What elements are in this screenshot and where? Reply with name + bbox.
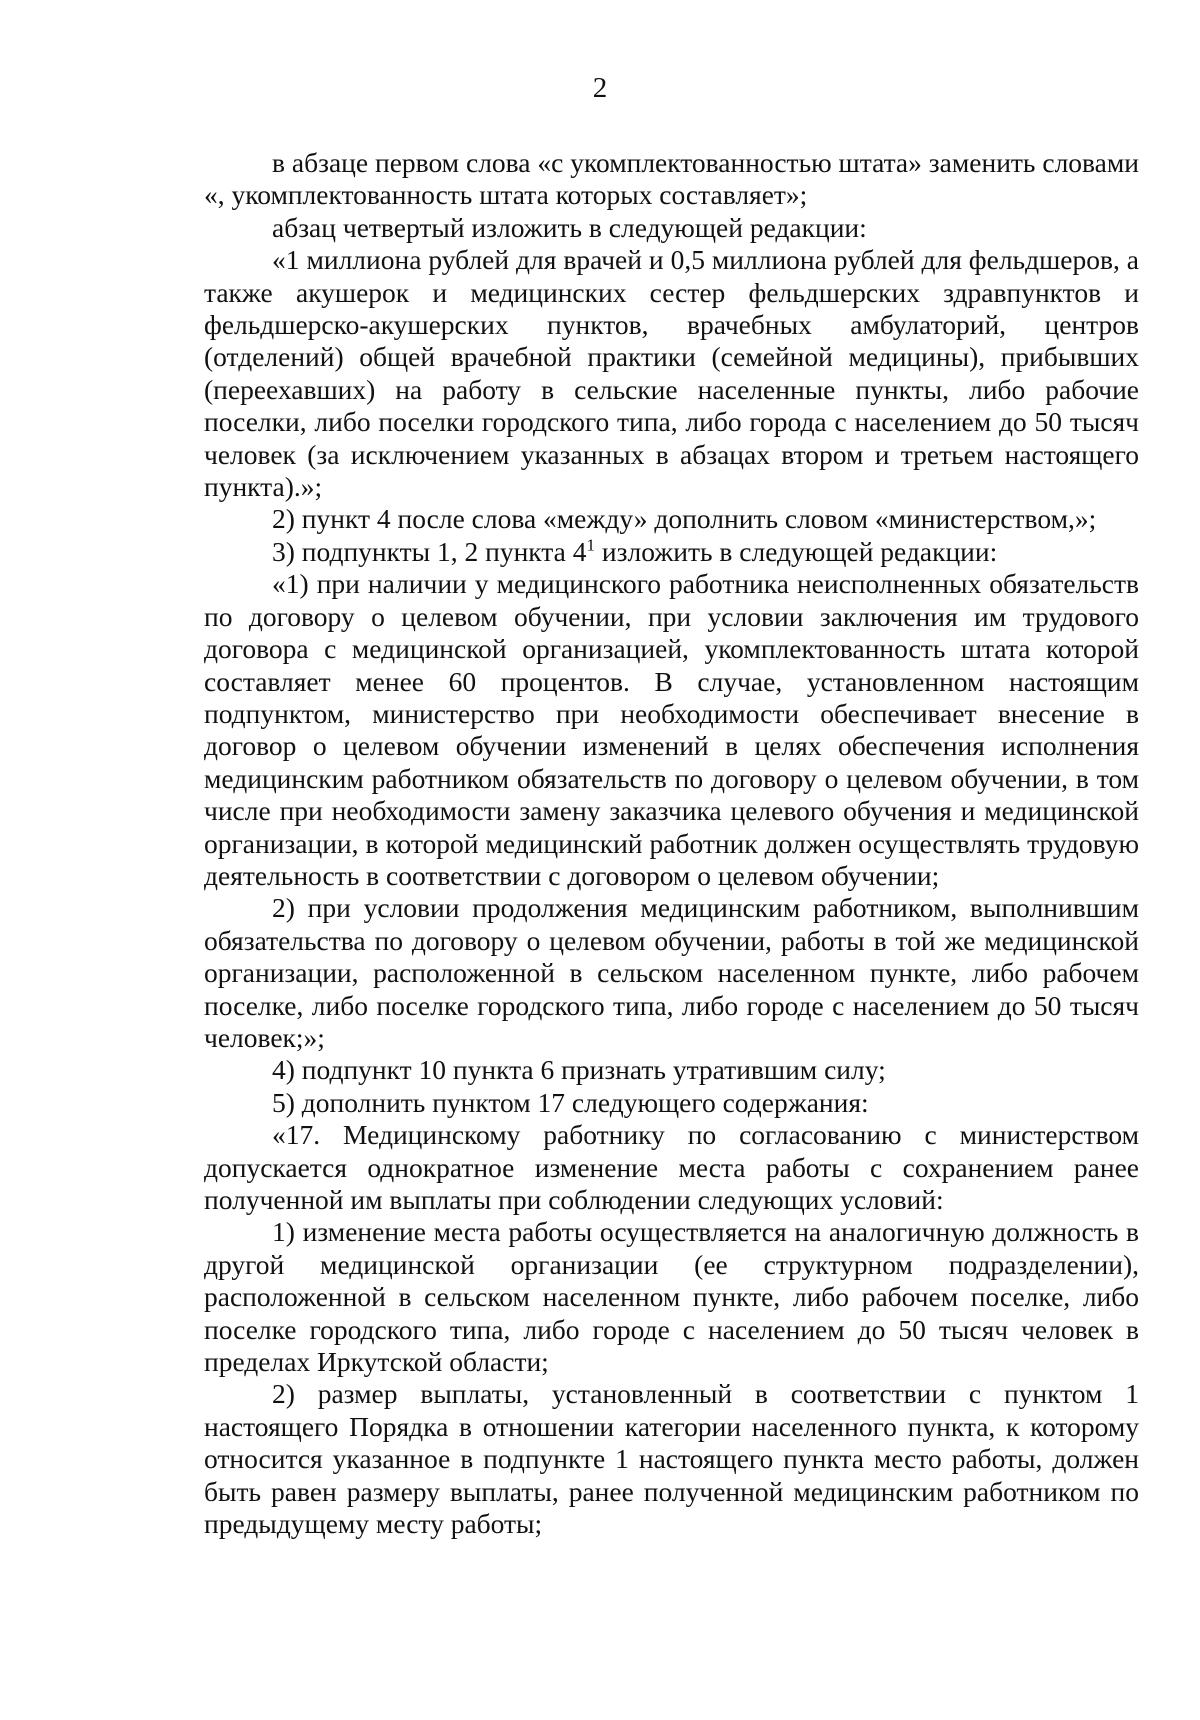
paragraph-11: 1) изменение места работы осуществляется на аналогичную должность в другой медицинской организации (ее структурном подразделении), расположенной в сельском населенном пункте, либо рабочем поселке, либо поселке городского типа, либо городе с населением до 50 тысяч человек в пределах Иркутской области; [204, 1216, 1139, 1378]
paragraph-3: «1 миллиона рублей для врачей и 0,5 миллиона рублей для фельдшеров, а также акушерок и медицинских сестер фельдшерских здравпунктов и фельдшерско-акушерских пунктов, врачебных амбулаторий, центров (отделений) общей врачебной практики (семейной медицины), прибывших (переехавших) на работу в сельские населенные пункты, либо рабочие поселки, либо поселки городского типа, либо города с населением до 50 тысяч человек (за исключением указанных в абзацах втором и третьем настоящего пункта).»; [204, 244, 1139, 503]
paragraph-5-text-before: 3) подпункты 1, 2 пункта 4 [272, 535, 587, 567]
document-body [204, 147, 1139, 1540]
page-number: 2 [592, 72, 608, 104]
paragraph-10: «17. Медицинскому работнику по согласованию с министерством допускается однократное изменение места работы с сохранением ранее полученной им выплаты при соблюдении следующих условий: [204, 1119, 1139, 1215]
paragraph-9: 5) дополнить пунктом 17 следующего содержания: [272, 1086, 869, 1118]
paragraph-2: абзац четвертый изложить в следующей редакции: [272, 211, 867, 243]
paragraph-8: 4) подпункт 10 пункта 6 признать утратившим силу; [272, 1054, 886, 1086]
paragraph-5-text-after: изложить в следующей редакции: [595, 535, 998, 567]
superscript-index: 1 [586, 535, 596, 555]
paragraph-5 [204, 536, 1139, 568]
paragraph-6: «1) при наличии у медицинского работника неисполненных обязательств по договору о целевом обучении, при условии заключения им трудового договора с медицинской организацией, укомплектованность штата которой составляет менее 60 процентов. В случае, установленном настоящим подпунктом, министерство при необходимости обеспечивает внесение в договор о целевом обучении изменений в целях обеспечения исполнения медицинским работником обязательств по договору о целевом обучении, в том числе при необходимости замену заказчика целевого обучения и медицинской организации, в которой медицинский работник должен осуществлять трудовую деятельность в соответствии с договором о целевом обучении; [204, 568, 1139, 891]
paragraph-4: 2) пункт 4 после слова «между» дополнить словом «министерством,»; [272, 503, 1097, 535]
paragraph-7: 2) при условии продолжения медицинским работником, выполнившим обязательства по договору о целевом обучении, работы в той же медицинской организации, расположенной в сельском населенном пункте, либо рабочем поселке, либо поселке городского типа, либо городе с населением до 50 тысяч человек;»; [204, 892, 1139, 1053]
paragraph-12: 2) размер выплаты, установленный в соответствии с пунктом 1 настоящего Порядка в отношении категории населенного пункта, к которому относится указанное в подпункте 1 настоящего пункта место работы, должен быть равен размеру выплаты, ранее полученной медицинским работником по предыдущему месту работы; [204, 1378, 1139, 1540]
paragraph-1: в абзаце первом слова «с укомплектованностью штата» заменить словами «, укомплектованность штата которых составляет»; [204, 147, 1139, 211]
